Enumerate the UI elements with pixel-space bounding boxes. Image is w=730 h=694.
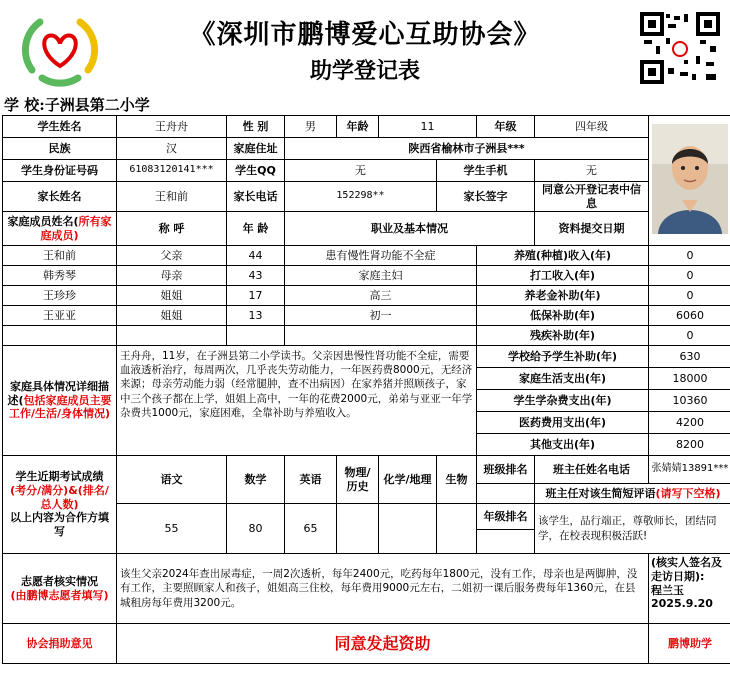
member-age: 17	[227, 286, 285, 306]
family-description: 王舟舟，11岁，在子洲县第二小学读书。父亲因患慢性肾功能不全症，需要血液透析治疗，每周两次，几乎丧失劳动能力，一年医药费8000元，无经济来源；母亲劳动能力弱（经常腿肿，查不出病因）在家养猪并照顾孩子，家中三个孩子都在上学，姐姐上高中，一年的花费2000元，弟弟与亚亚一年学杂费共1000元，家庭困难，全靠补助与养殖收入。	[117, 346, 477, 456]
volunteer-label-b: (由鹏博志愿者填写)	[10, 588, 109, 602]
member-relation: 母亲	[117, 266, 227, 286]
member-name: 王亚亚	[3, 306, 117, 326]
member-relation	[117, 326, 227, 346]
finance-value: 0	[649, 326, 730, 346]
age-label: 年龄	[337, 116, 379, 138]
member-age	[227, 326, 285, 346]
member-age: 13	[227, 306, 285, 326]
id-number-value: 61083120141***	[117, 160, 227, 182]
registration-table	[2, 115, 730, 664]
exam-label-a: 学生近期考试成绩	[15, 470, 104, 484]
submit-date-label: 资料提交日期	[535, 212, 649, 246]
student-photo	[652, 124, 728, 234]
family-members-label	[3, 212, 117, 246]
relation-header: 称 呼	[117, 212, 227, 246]
student-name-label: 学生姓名	[3, 116, 117, 138]
gender-value: 男	[285, 116, 337, 138]
student-photo-cell	[649, 116, 730, 246]
family-detail-label	[3, 346, 117, 456]
finance-label: 低保补助(年)	[477, 306, 649, 326]
member-occupation: 初一	[285, 306, 477, 326]
finance-value: 4200	[649, 412, 730, 434]
subject-header: 物理/历史	[337, 456, 379, 504]
subject-header: 英语	[285, 456, 337, 504]
qq-value: 无	[285, 160, 437, 182]
verifier-cell	[649, 554, 730, 624]
teacher-comment-label	[535, 484, 730, 504]
finance-label: 学校给予学生补助(年)	[477, 346, 649, 368]
exam-label	[3, 456, 117, 554]
gender-label: 性 别	[227, 116, 285, 138]
parent-phone-value: 152298**	[285, 182, 437, 212]
finance-value: 8200	[649, 434, 730, 456]
finance-label: 家庭生活支出(年)	[477, 368, 649, 390]
verifier-date: 2025.9.20	[651, 597, 713, 611]
grade-rank-label: 年级排名	[477, 504, 535, 530]
finance-label: 养殖(种植)收入(年)	[477, 246, 649, 266]
finance-value: 0	[649, 246, 730, 266]
member-age: 44	[227, 246, 285, 266]
exam-label-c: 以上内容为合作方填写	[10, 511, 109, 539]
member-relation: 姐姐	[117, 306, 227, 326]
member-occupation: 家庭主妇	[285, 266, 477, 286]
family-members-label-c: )	[73, 228, 79, 242]
parent-name-value: 王和前	[117, 182, 227, 212]
teacher-comment-label-b: (请写下空格)	[655, 486, 721, 500]
member-age: 43	[227, 266, 285, 286]
subject-header: 生物	[437, 456, 477, 504]
qr-code-icon	[640, 12, 720, 84]
teacher-phone-label: 班主任姓名电话	[535, 456, 649, 484]
age-value: 11	[379, 116, 477, 138]
member-name: 韩秀琴	[3, 266, 117, 286]
score-value: 65	[285, 504, 337, 554]
parent-sign-label: 家长签字	[437, 182, 535, 212]
finance-value: 18000	[649, 368, 730, 390]
member-age-header: 年 龄	[227, 212, 285, 246]
finance-label: 其他支出(年)	[477, 434, 649, 456]
address-value: 陕西省榆林市子洲县***	[285, 138, 649, 160]
score-value	[437, 504, 477, 554]
teacher-comment: 该学生，品行端正，尊敬师长，团结同学，在校表现积极活跃!	[535, 504, 730, 554]
member-relation: 姐姐	[117, 286, 227, 306]
grade-label: 年级	[477, 116, 535, 138]
volunteer-label-a: 志愿者核实情况	[21, 574, 98, 588]
class-rank-label: 班级排名	[477, 456, 535, 484]
volunteer-label	[3, 554, 117, 624]
phone-label: 学生手机	[437, 160, 535, 182]
verifier-name: 程兰玉	[651, 583, 684, 597]
ethnicity-label: 民族	[3, 138, 117, 160]
finance-value: 630	[649, 346, 730, 368]
verifier-label: (核实人签名及走访日期):	[651, 556, 723, 583]
finance-label: 打工收入(年)	[477, 266, 649, 286]
footer-brand: 鹏博助学	[649, 624, 730, 664]
ethnicity-value: 汉	[117, 138, 227, 160]
teacher-phone-value: 张婧婧13891***	[649, 456, 730, 484]
subject-header: 语文	[117, 456, 227, 504]
finance-value: 10360	[649, 390, 730, 412]
occupation-header: 职业及基本情况	[285, 212, 535, 246]
member-occupation: 患有慢性肾功能不全症	[285, 246, 477, 266]
family-members-label-b: 所有家庭成员	[40, 214, 112, 242]
form-title: 《深圳市鹏博爱心互助协会》	[189, 20, 541, 50]
finance-label: 养老金补助(年)	[477, 286, 649, 306]
score-value: 55	[117, 504, 227, 554]
teacher-comment-label-a: 班主任对该生简短评语	[545, 486, 656, 500]
decision-text: 同意发起资助	[117, 624, 649, 664]
student-name-value: 王舟舟	[117, 116, 227, 138]
exam-label-b: (考分/满分)&(排名/总人数)	[10, 483, 109, 511]
member-occupation	[285, 326, 477, 346]
address-label: 家庭住址	[227, 138, 285, 160]
family-members-label-a: 家庭成员姓名(	[7, 214, 79, 228]
score-value	[337, 504, 379, 554]
family-detail-label-b: 包括家庭成员主要工作/生活/身体情况	[8, 393, 112, 421]
finance-label: 医药费用支出(年)	[477, 412, 649, 434]
parent-phone-label: 家长电话	[227, 182, 285, 212]
phone-value: 无	[535, 160, 649, 182]
member-name: 王和前	[3, 246, 117, 266]
assoc-opinion-label: 协会捐助意见	[3, 624, 117, 664]
qq-label: 学生QQ	[227, 160, 285, 182]
member-occupation: 高三	[285, 286, 477, 306]
family-detail-label-c: )	[105, 407, 111, 421]
finance-value: 0	[649, 266, 730, 286]
subject-header: 化学/地理	[379, 456, 437, 504]
grade-value: 四年级	[535, 116, 649, 138]
grade-rank-value	[477, 530, 535, 554]
subject-header: 数学	[227, 456, 285, 504]
form-subtitle: 助学登记表	[309, 58, 420, 84]
class-rank-value	[477, 484, 535, 504]
parent-name-label: 家长姓名	[3, 182, 117, 212]
finance-label: 残疾补助(年)	[477, 326, 649, 346]
score-value: 80	[227, 504, 285, 554]
member-name: 王珍珍	[3, 286, 117, 306]
finance-value: 0	[649, 286, 730, 306]
consent-label: 同意公开登记表中信息	[535, 182, 649, 212]
score-value	[379, 504, 437, 554]
volunteer-text: 该生父亲2024年查出尿毒症，一周2次透析，每年2400元，吃药每年1800元，没有工作，母亲也是两脚肿，没有工作，主要照顾家人和孩子，姐姐高三住校，每年费用9000元左右，二姐初一课后服务费每年1360元，在县城租房每年费用3200元。	[117, 554, 649, 624]
family-detail-label-a: 家庭具体情况详细描述(	[7, 379, 109, 407]
finance-label: 学生学杂费支出(年)	[477, 390, 649, 412]
school-line: 学 校:子洲县第二小学	[4, 96, 150, 114]
member-relation: 父亲	[117, 246, 227, 266]
id-number-label: 学生身份证号码	[3, 160, 117, 182]
finance-value: 6060	[649, 306, 730, 326]
member-name	[3, 326, 117, 346]
